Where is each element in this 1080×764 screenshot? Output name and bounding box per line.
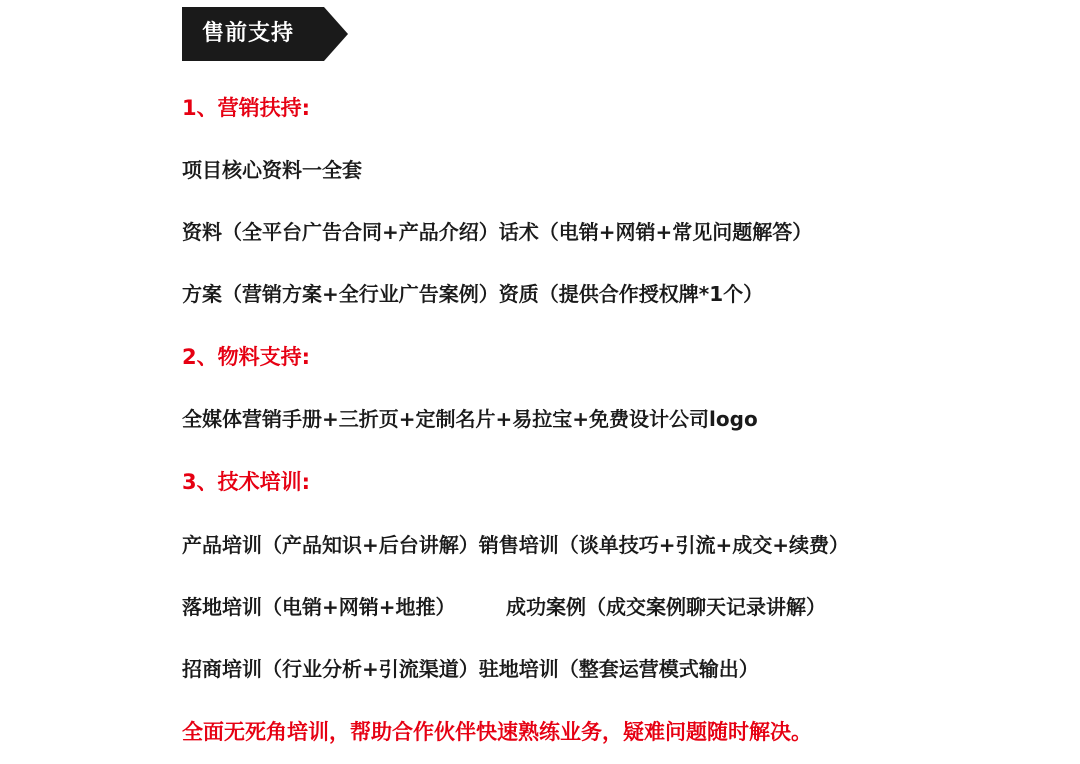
closing-note: 全面无死角培训，帮助合作伙伴快速熟练业务，疑难问题随时解决。 <box>182 720 812 744</box>
marketing-line-core-materials: 项目核心资料一全套 <box>182 158 362 182</box>
section-banner <box>182 7 348 61</box>
heading-marketing-support: 1、营销扶持: <box>182 96 311 120</box>
training-line-product-sales: 产品培训（产品知识+后台讲解）销售培训（谈单技巧+引流+成交+续费） <box>182 533 850 557</box>
training-line-investment-onsite: 招商培训（行业分析+引流渠道）驻地培训（整套运营模式输出） <box>182 657 759 681</box>
banner-title: 售前支持 <box>202 21 295 46</box>
heading-technical-training: 3、技术培训: <box>182 470 311 494</box>
marketing-line-materials-scripts: 资料（全平台广告合同+产品介绍）话术（电销+网销+常见问题解答） <box>182 220 813 244</box>
training-line-field-training: 落地培训（电销+网销+地推） <box>182 595 456 619</box>
materials-line-print-kit: 全媒体营销手册+三折页+定制名片+易拉宝+免费设计公司logo <box>182 407 758 431</box>
training-line-success-cases: 成功案例（成交案例聊天记录讲解） <box>506 595 826 619</box>
marketing-line-plans-qualifications: 方案（营销方案+全行业广告案例）资质（提供合作授权牌*1个） <box>182 282 764 306</box>
heading-materials-support: 2、物料支持: <box>182 345 311 369</box>
